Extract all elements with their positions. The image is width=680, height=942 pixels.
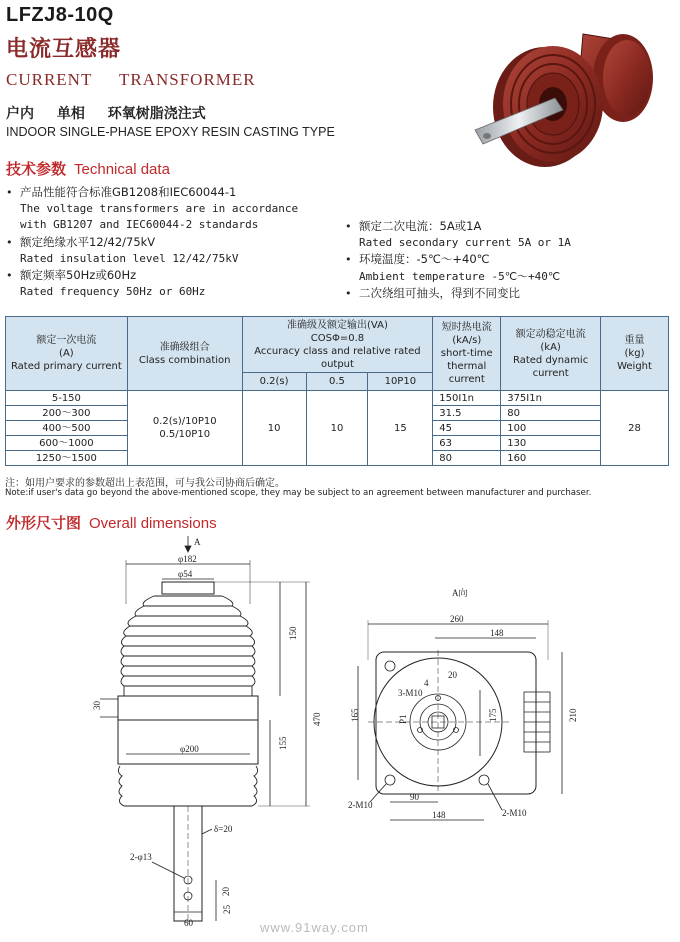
cell-va-02s: 10	[242, 391, 306, 466]
dim-175: 175	[488, 708, 498, 722]
cell-short: 63	[433, 436, 501, 451]
spec-temperature-cn: 环境温度：-5℃～+40℃	[359, 252, 490, 267]
spec-frequency-cn: 额定频率50Hz或60Hz	[20, 268, 137, 283]
watermark: www.91way.com	[260, 920, 369, 935]
spec-standard-cn: 产品性能符合标准GB1208和IEC60044-1	[20, 185, 237, 199]
th-short-time-current: 短时热电流 (kA/s) short-time thermal current	[433, 317, 501, 391]
dim-148-top: 148	[490, 628, 504, 638]
cell-primary: 5-150	[6, 391, 128, 406]
dim-30: 30	[92, 701, 102, 710]
dim-260: 260	[450, 614, 464, 624]
cell-short: 45	[433, 421, 501, 436]
cell-primary: 200～300	[6, 406, 128, 421]
spec-list-right: • 额定二次电流：5A或1A Rated secondary current 5A or 1A • 环境温度：-5℃～+40℃ Ambient temperature -5℃～+40℃ • 二次绕组可抽头，得到不同变比	[345, 218, 675, 302]
dim-3m10: 3-M10	[398, 688, 423, 698]
title-en: CURRENT TRANSFORMER	[6, 70, 256, 89]
cell-dynamic: 130	[501, 436, 601, 451]
technical-heading	[6, 158, 170, 179]
product-photo	[455, 12, 670, 177]
dim-165: 165	[350, 708, 360, 722]
spec-standard-en1: The voltage transformers are in accordance	[20, 202, 299, 216]
dim-2m10-left: 2-M10	[348, 800, 373, 810]
dim-90: 90	[410, 792, 419, 802]
dim-148-bottom: 148	[432, 810, 446, 820]
spec-temperature-en: Ambient temperature -5℃～+40℃	[359, 269, 561, 283]
subtitle-cn: 户内 单相 环氧树脂浇注式	[6, 106, 206, 122]
arrow-a-label: A	[194, 537, 201, 547]
th-class-05: 0.5	[306, 373, 368, 391]
cell-dynamic: 100	[501, 421, 601, 436]
dim-20-top: 20	[448, 670, 457, 680]
view-a-label: A向	[452, 588, 468, 598]
dim-p1: P1	[398, 714, 408, 724]
cell-primary: 1250～1500	[6, 451, 128, 466]
spec-frequency-en: Rated frequency 50Hz or 60Hz	[20, 285, 206, 299]
note-en: Note:if user's data go beyond the above-mentioned scope, they may be subject to an agreement between manufacturer and purchaser.	[5, 488, 592, 498]
title-cn: 电流互感器	[6, 37, 122, 62]
cell-short: 31.5	[433, 406, 501, 421]
dim-25: 25	[222, 905, 232, 914]
dim-delta: δ=20	[214, 824, 233, 834]
dimensions-heading-en: Overall dimensions	[89, 515, 217, 532]
spec-standard-en2: with GB1207 and IEC60044-2 standards	[20, 218, 259, 232]
technical-heading-en: Technical data	[74, 161, 170, 178]
th-class-10p10: 10P10	[368, 373, 433, 391]
dim-holes: 2-φ13	[130, 852, 152, 862]
note-cn: 注：如用户要求的参数超出上表范围，可与我公司协商后确定。	[5, 478, 285, 489]
spec-insulation-cn: 额定绝缘水平12/42/75kV	[20, 234, 156, 249]
dimensions-heading-cn: 外形尺寸图	[6, 514, 82, 532]
cell-short: 150I1n	[433, 391, 501, 406]
cell-primary: 400～500	[6, 421, 128, 436]
rating-table	[5, 316, 669, 466]
th-weight: 重量 (kg) Weight	[601, 317, 669, 391]
cell-primary: 600～1000	[6, 436, 128, 451]
th-accuracy-output: 准确级及额定输出(VA) COSΦ=0.8 Accuracy class and relative rated output	[242, 317, 433, 373]
cell-va-10p10: 15	[368, 391, 433, 466]
dim-470: 470	[312, 712, 322, 726]
th-class-combination: 准确级组合 Class combination	[127, 317, 242, 391]
dim-20: 20	[221, 887, 231, 896]
dim-phi182: φ182	[178, 554, 197, 564]
cell-class-combination: 0.2(s)/10P10 0.5/10P10	[127, 391, 242, 466]
th-dynamic-current: 额定动稳定电流 (kA) Rated dynamic current	[501, 317, 601, 391]
th-class-02s: 0.2(s)	[242, 373, 306, 391]
spec-insulation-en: Rated insulation level 12/42/75kV	[20, 251, 239, 265]
spec-tap-cn: 二次绕组可抽头，得到不同变比	[359, 285, 520, 300]
spec-list-left: • 产品性能符合标准GB1208和IEC60044-1 The voltage transformers are in accordance with GB1207 and IEC60044-2 standards • 额定绝缘水平12/42/75kV Rated insulation level 12/42/75kV • 额定频率50Hz或60Hz Rated frequency 50Hz or 60Hz	[6, 184, 336, 300]
dim-phi200: φ200	[180, 744, 199, 754]
dim-4: 4	[424, 678, 429, 688]
cell-va-05: 10	[306, 391, 368, 466]
side-view-drawing	[80, 534, 320, 929]
dim-150: 150	[288, 626, 298, 640]
dimensions-heading	[6, 512, 217, 533]
cell-short: 80	[433, 451, 501, 466]
technical-heading-cn: 技术参数	[6, 160, 67, 178]
cell-dynamic: 80	[501, 406, 601, 421]
dim-210: 210	[568, 708, 578, 722]
subtitle-en: INDOOR SINGLE-PHASE EPOXY RESIN CASTING TYPE	[6, 125, 335, 139]
cell-dynamic: 160	[501, 451, 601, 466]
th-primary-current: 额定一次电流 (A) Rated primary current	[6, 317, 128, 391]
cell-dynamic: 375I1n	[501, 391, 601, 406]
model-number: LFZJ8-10Q	[6, 4, 114, 26]
front-view-drawing	[340, 580, 580, 830]
dim-155: 155	[278, 736, 288, 750]
dim-phi54: φ54	[178, 569, 193, 579]
spec-secondary-cn: 额定二次电流：5A或1A	[359, 219, 482, 233]
dim-2m10-right: 2-M10	[502, 808, 527, 818]
cell-weight: 28	[601, 391, 669, 466]
dim-60: 60	[184, 918, 193, 928]
spec-secondary-en: Rated secondary current 5A or 1A	[359, 236, 571, 250]
